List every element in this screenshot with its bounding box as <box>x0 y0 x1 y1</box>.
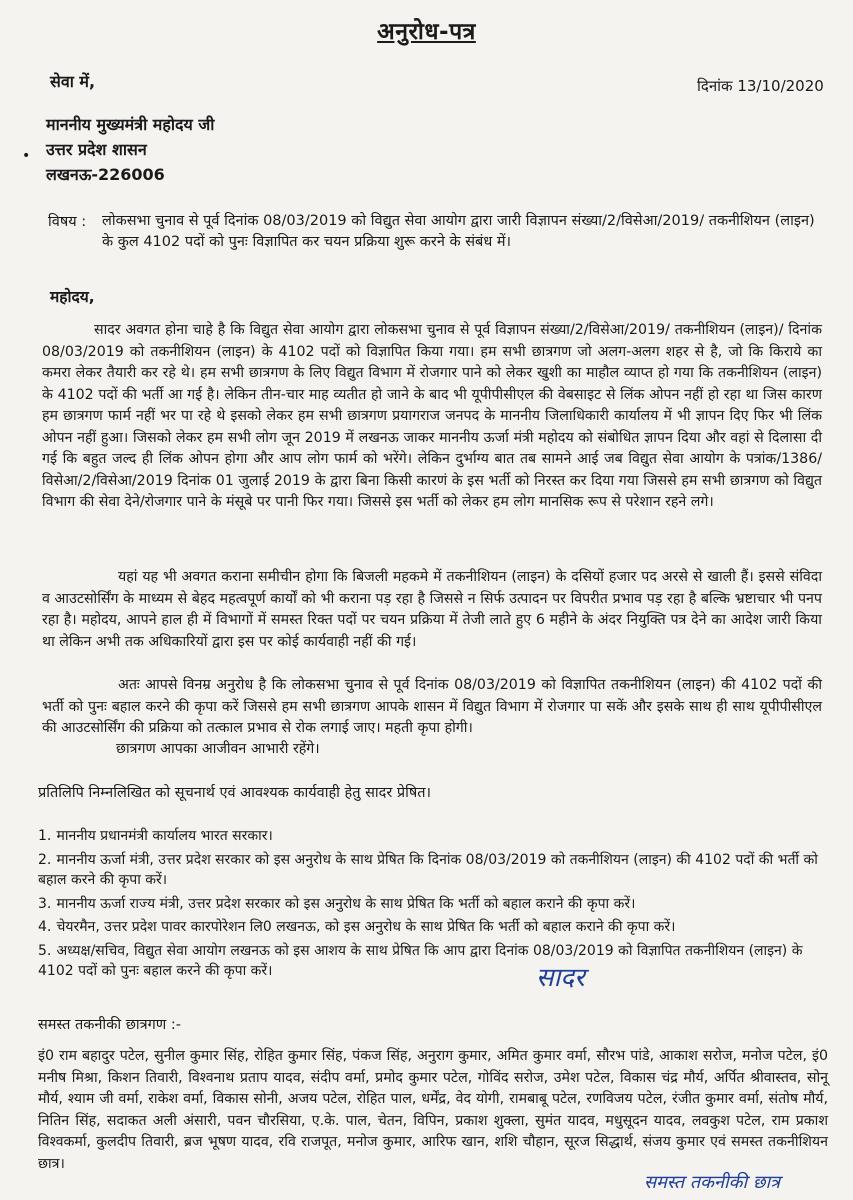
cc-intro: प्रतिलिपि निम्नलिखित को सूचनार्थ एवं आवश्यक कार्यवाही हेतु सादर प्रेषित। <box>38 785 432 801</box>
address-line-3: लखनऊ-226006 <box>46 165 165 184</box>
letter-date: दिनांक 13/10/2020 <box>697 77 824 95</box>
subject-label: विषय : <box>48 214 87 230</box>
address-line-1: माननीय मुख्यमंत्री महोदय जी <box>46 115 215 134</box>
salutation: महोदय, <box>50 288 95 306</box>
address-line-2: उत्तर प्रदेश शासन <box>46 140 147 159</box>
letter-title: अनुरोध-पत्र <box>377 19 476 45</box>
margin-mark: • <box>22 148 31 164</box>
subject-text: लोकसभा चुनाव से पूर्व दिनांक 08/03/2019 को विद्युत सेवा आयोग द्वारा जारी विज्ञापन संख्या/2/विसेआ/2019/ तकनीशियन (लाइन) के कुल 4102 पदों को पुनः विज्ञापित कर चयन प्रक्रिया शुरू करने के संबंध में। <box>102 213 815 250</box>
handwritten-signature: समस्त तकनीकी छात्र <box>644 1172 781 1193</box>
body-paragraph-2-text: यहां यह भी अवगत कराना समीचीन होगा कि बिजली महकमे में तकनीशियन (लाइन) के दसियों हजार पद अरसे से खाली हैं। इससे संविदा व आउटसोर्सिंग के माध्यम से बेहद महत्वपूर्ण कार्यों को भी कराना पड़ रहा है जिससे न सिर्फ उत्पादन पर विपरीत प्रभाव पड़ रहा है बल्कि भ्रष्टाचार भी पनप रहा है। महोदय, आपने हाल ही में विभागों में समस्त रिक्त पदों पर चयन प्रक्रिया में तेजी लाते हुए 6 महीने के अंदर नियुक्ति पत्र देने का आदेश जारी किया था लेकिन अभी तक अधिकारियों द्वारा इस पर कोई कार्यवाही नहीं की गई। <box>42 569 822 650</box>
to-label: सेवा में, <box>50 72 96 91</box>
cc-item: 4. चेयरमैन, उत्तर प्रदेश पावर कारपोरेशन लि0 लखनऊ, को इस अनुरोध के साथ प्रेषित कि भर्ती को बहाल कराने की कृपा करें। <box>38 919 676 935</box>
body-paragraph-3 <box>42 675 822 740</box>
body-paragraph-1-text: सादर अवगत होना चाहे है कि विद्युत सेवा आयोग द्वारा लोकसभा चुनाव से पूर्व विज्ञापन संख्या/2/विसेआ/2019/ तकनीशियन (लाइन)/ दिनांक 08/03/2019 को तकनीशियन (लाइन) के 4102 पदों को विज्ञापित किया गया। हम सभी छात्रगण जो अलग-अलग शहर से है, जो कि किराये का कमरा लेकर तैयारी कर रहे थे। हम सभी छात्रगण के लिए विद्युत विभाग में रोजगार पाने को लेकर खुशी का माहौल व्याप्त हो गया कि तकनीशियन (लाइन) के 4102 पदों की भर्ती आ गई है। लेकिन तीन-चार माह व्यतीत हो जाने के बाद भी यूपीपीसीएल की वेबसाइट से लिंक ओपन नहीं हो रहा था जिस कारण हम छात्रगण फार्म नहीं भर पा रहे थे इसको लेकर हम सभी छात्रगण प्रयागराज जनपद के माननीय जिलाधिकारी कार्यालय में भी ज्ञापन दिए फिर भी लिंक ओपन नहीं हुआ। जिसको लेकर हम सभी लोग जून 2019 में लखनऊ जाकर माननीय ऊर्जा मंत्री महोदय को संबोधित ज्ञापन दिया और वहां से दिलासा दी गई कि बहुत जल्द ही लिंक ओपन होगा और आप लोग फार्म को भरेंगे। लेकिन दुर्भाग्य बात तब सामने आई जब विद्युत सेवा आयोग के पत्रांक/1386/ विसेआ/2/विसेआ/2019 दिनांक 01 जुलाई 2019 के द्वारा बिना किसी कारणं के इस भर्ती को निरस्त कर दिया गया जिससे हम सभी छात्रगण को विद्युत विभाग की सेवा देने/रोजगार पाने के मंसूबे पर पानी फिर गया। जिससे इस भर्ती को लेकर हम लोग मानसिक रूप से परेशान रहने लगे। <box>42 322 822 510</box>
cc-list <box>38 826 838 985</box>
cc-item: 5. अध्यक्ष/सचिव, विद्युत सेवा आयोग लखनऊ को इस आशय के साथ प्रेषित कि आप द्वारा दिनांक 08/03/2019 को विज्ञापित तकनीशियन (लाइन) के 4102 पदों को पुनः बहाल करने की कृपा करें। <box>38 942 803 979</box>
cc-item: 2. माननीय ऊर्जा मंत्री, उत्तर प्रदेश सरकार को इस अनुरोध के साथ प्रेषित कि दिनांक 08/03/2019 को तकनीशियन (लाइन) की 4102 पदों की भर्ती को बहाल करने की कृपा करें। <box>38 851 818 888</box>
cc-item: 3. माननीय ऊर्जा राज्य मंत्री, उत्तर प्रदेश सरकार को इस अनुरोध के साथ प्रेषित कि भर्ती को बहाल कराने की कृपा करें। <box>38 895 636 912</box>
body-paragraph-4 <box>42 739 822 761</box>
body-paragraph-4-text: छात्रगण आपका आजीवन आभारी रहेंगे। <box>116 741 320 757</box>
handwritten-sadar: सादर <box>536 963 585 993</box>
cc-item: 1. माननीय प्रधानमंत्री कार्यालय भारत सरकार। <box>38 828 273 844</box>
body-paragraph-3-text: अतः आपसे विनम्र अनुरोध है कि लोकसभा चुनाव से पूर्व दिनांक 08/03/2019 को विज्ञापित तकनीशियन (लाइन) की 4102 पदों की भर्ती को पुनः बहाल करने की कृपा करें जिससे हम सभी छात्रगण आपके शासन में विद्युत विभाग में रोजगार पा सकें और इसके साथ ही साथ यूपीपीसीएल की आउटसोर्सिंग की प्रक्रिया को तत्काल प्रभाव से रोक लगाई जाए। महती कृपा होगी। <box>42 677 822 736</box>
body-paragraph-2 <box>42 567 822 653</box>
students-label: समस्त तकनीकी छात्रगण :- <box>38 1017 181 1033</box>
body-paragraph-1 <box>42 320 822 514</box>
students-list: इं0 राम बहादुर पटेल, सुनील कुमार सिंह, रोहित कुमार सिंह, पंकज सिंह, अनुराग कुमार, अमित कुमार वर्मा, सौरभ पांडे, आकाश सरोज, मनोज पटेल, इं0 मनीष मिश्रा, किशन तिवारी, विश्वनाथ प्रताप यादव, संदीप वर्मा, प्रमोद कुमार पटेल, गोविंद सरोज, उमेश पटेल, विकास चंद्र मौर्य, अर्पित श्रीवास्तव, सोनू मौर्य, श्याम जी वर्मा, राकेश वर्मा, विकास सोनी, अजय पटेल, रोहित पाल, धर्मेंद्र, वेद योगी, रामबाबू पटेल, रणविजय पटेल, रंजीत कुमार वर्मा, संतोष मौर्य, नितिन सिंह, सदाकत अली अंसारी, पवन चौरसिया, ए.के. पाल, चेतन, विपिन, प्रकाश शुक्ला, सुमंत यादव, मधुसूदन यादव, लवकुश पटेल, राम प्रकाश विश्वकर्मा, कुलदीप तिवारी, ब्रज भूषण यादव, रवि राजपूत, मनोज कुमार, आरिफ खान, शशि चौहान, सूरज सिद्धार्थ, संजय कुमार एवं समस्त तकनीशियन छात्र। <box>38 1048 828 1172</box>
